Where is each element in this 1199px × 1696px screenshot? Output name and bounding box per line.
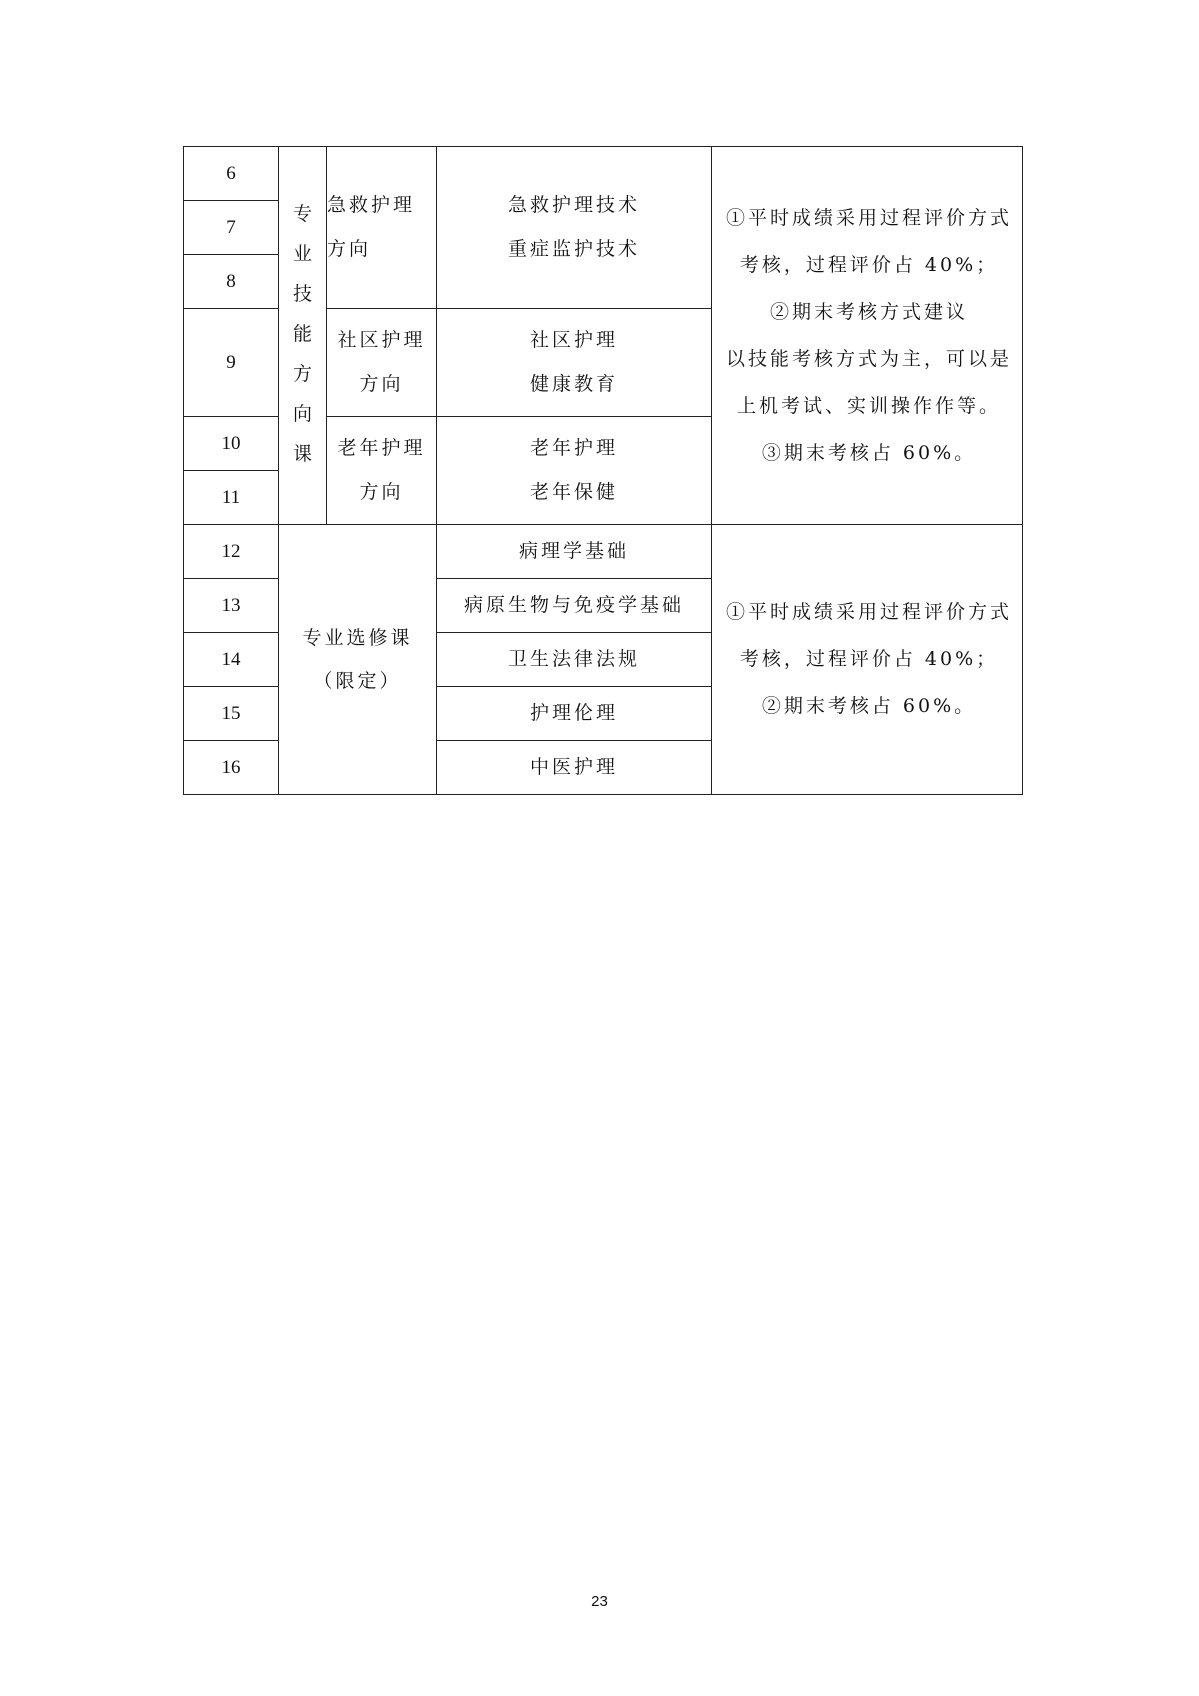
direction-label: 方向 [327,238,372,260]
direction-cell [327,147,437,309]
category-char: 专 [292,202,312,225]
course-cell [437,309,712,417]
page-number: 23 [591,1593,608,1610]
course-name: 老年护理 [529,437,618,459]
method-line: 上机考试、实训操作作等。 [736,394,1001,417]
method-line: ③期末考核占 60%。 [761,441,977,464]
category-char: 能 [292,322,312,345]
row-number: 16 [184,741,279,795]
course-cell [437,417,712,525]
direction-label: 方向 [359,373,404,395]
method-line: ①平时成绩采用过程评价方式 [726,206,1013,229]
row-number: 9 [184,309,279,417]
method-line: ②期末考核占 60%。 [761,695,977,717]
row-number: 10 [184,417,279,471]
assessment-method-cell [712,525,1023,795]
course-name: 急救护理技术 [507,194,640,216]
course-name: 社区护理 [529,329,618,351]
table-row [184,147,1023,201]
category-char: 向 [292,403,312,426]
elective-qualifier: （限定） [313,669,402,692]
course-cell: 护理伦理 [437,687,712,741]
method-line: ②期末考核方式建议 [769,300,968,323]
category-char: 方 [292,363,312,386]
category-char: 课 [292,443,312,466]
assessment-table [183,146,1023,795]
row-number: 11 [184,471,279,525]
category-char: 技 [292,282,312,305]
course-cell: 病理学基础 [437,525,712,579]
direction-cell [327,309,437,417]
course-name: 健康教育 [529,373,618,395]
direction-label: 急救护理 [327,194,416,216]
course-cell [437,147,712,309]
row-number: 8 [184,255,279,309]
assessment-method-cell [712,147,1023,525]
course-name: 重症监护技术 [507,238,640,260]
elective-category-cell [279,525,437,795]
method-line: 考核，过程评价占 40%； [739,648,999,670]
direction-label: 社区护理 [337,329,426,351]
direction-label: 老年护理 [337,437,426,459]
row-number: 6 [184,147,279,201]
elective-label: 专业选修课 [302,626,413,649]
method-line: 考核，过程评价占 40%； [739,253,999,276]
course-cell: 中医护理 [437,741,712,795]
category-cell [279,147,327,525]
row-number: 12 [184,525,279,579]
course-cell: 卫生法律法规 [437,633,712,687]
course-cell: 病原生物与免疫学基础 [437,579,712,633]
category-vertical-text [279,167,326,505]
row-number: 7 [184,201,279,255]
method-line: 以技能考核方式为主，可以是 [726,347,1013,370]
row-number: 13 [184,579,279,633]
table-row [184,525,1023,579]
method-line: ①平时成绩采用过程评价方式 [726,601,1013,623]
row-number: 14 [184,633,279,687]
category-char: 业 [292,242,312,265]
course-name: 老年保健 [529,481,618,503]
direction-cell [327,417,437,525]
row-number: 15 [184,687,279,741]
direction-label: 方向 [359,481,404,503]
